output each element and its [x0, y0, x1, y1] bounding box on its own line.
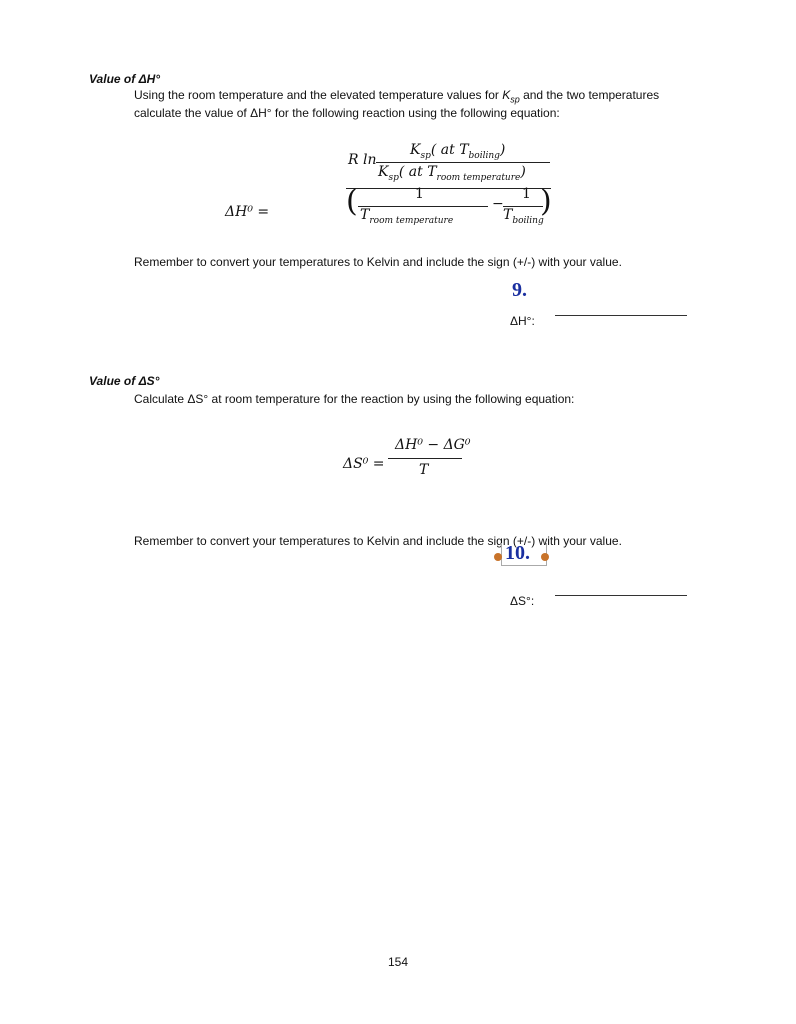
- equation-t-boiling: $T_{boiling}$: [503, 207, 544, 226]
- question-number: 9.: [512, 279, 527, 301]
- equation-numerator: ΔH⁰ − ΔG⁰: [395, 437, 471, 453]
- answer-blank-entropy[interactable]: [555, 595, 687, 596]
- equation-one-b: 1: [522, 186, 531, 202]
- equation-lhs: ΔH⁰ =: [225, 204, 270, 220]
- equation-minus: −: [492, 196, 504, 212]
- answer-blank-enthalpy[interactable]: [555, 315, 687, 316]
- page-number: 154: [388, 955, 409, 969]
- equation-denominator: T: [419, 462, 429, 478]
- reminder-text: Remember to convert your temperatures to Kelvin and include the sign (+/-) with your value.: [134, 255, 622, 269]
- equation-ksp-bottom: $K_{sp}$( at $T_{room temperature}$): [378, 164, 526, 183]
- equation-one-a: 1: [415, 186, 424, 202]
- selection-handle-left[interactable]: [494, 553, 502, 561]
- selection-handle-right[interactable]: [541, 553, 549, 561]
- section-heading-enthalpy: Value of ΔH°: [89, 72, 161, 86]
- equation-rln: R ln: [348, 152, 377, 168]
- answer-label-entropy: ΔS°:: [510, 594, 535, 608]
- instruction-line-2: calculate the value of ΔH° for the following reaction using the following equation:: [134, 106, 560, 120]
- reminder-text: Remember to convert your temperatures to Kelvin and include the sign (+/-) with your value.: [134, 534, 622, 548]
- instruction-line-entropy: Calculate ΔS° at room temperature for the reaction by using the following equation:: [134, 392, 575, 406]
- document-page: Value of ΔH° Using the room temperature and the elevated temperature values for $K_{sp}$ and the two temperatures calculate the value of ΔH° for the following reaction using the following equation: ΔH⁰ = R ln $K_{sp}$( at $T_{boiling}$) $K_{sp}$( at $T_{room temperature}$) ( 1 $T_{room temperature}$ − 1 $T_{boiling}$ ) Remember to convert your temperatures to Kelvin and include the sign (+/-) with your value. 9. ΔH°: Value of ΔS° Calculate ΔS° at room temperature for the reaction by using the following equation: ΔS⁰ = ΔH⁰ − ΔG⁰ T Remember to convert your temperatures to Kelvin and include the sign (+/-) with your value. 10. ΔS°: 154: [0, 0, 796, 1024]
- question-number: 10.: [505, 542, 530, 564]
- section-heading-entropy: Value of ΔS°: [89, 374, 160, 388]
- equation-ksp-top: $K_{sp}$( at $T_{boiling}$): [410, 142, 506, 161]
- instruction-line-1: Using the room temperature and the elevated temperature values for $K_{sp}$ and the two temperatures: [134, 88, 660, 105]
- answer-label-enthalpy: ΔH°:: [510, 314, 535, 328]
- equation-lhs: ΔS⁰ =: [343, 456, 385, 472]
- equation-t-room: $T_{room temperature}$: [360, 207, 454, 226]
